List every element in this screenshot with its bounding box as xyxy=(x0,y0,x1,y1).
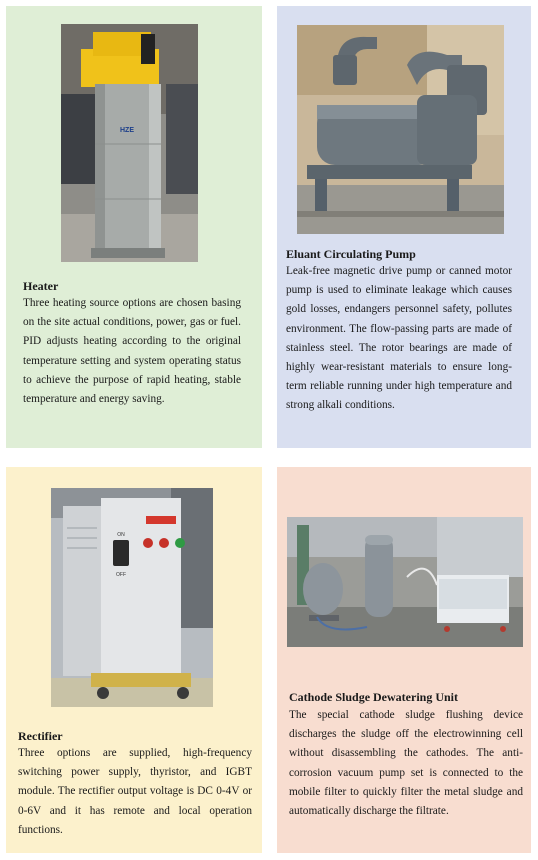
heater-description: Three heating source options are chosen basing on the site actual conditions, power, gas or fuel. PID adjusts heating according to the original temperature setting and system operating status to achieve the purpose of rapid heating, stable temperature and energy saving. xyxy=(23,297,241,406)
cathode-photo xyxy=(287,517,523,647)
cathode-title: Cathode Sludge Dewatering Unit xyxy=(289,690,459,704)
rectifier-photo xyxy=(51,488,213,707)
rectifier-description: Three options are supplied, high-frequency switching power supply, thyristor, and IGBT module. The rectifier output voltage is DC 0-4V or 0-6V and it has remote and local operation functions. xyxy=(18,747,252,836)
heater-photo xyxy=(61,24,198,262)
rectifier-switch-off-label: OFF xyxy=(116,572,126,578)
rectifier-title: Rectifier xyxy=(18,729,63,743)
rectifier-switch-on-label: ON xyxy=(117,532,125,538)
pump-card xyxy=(277,6,531,448)
cathode-description: The special cathode sludge flushing device discharges the sludge off the electrowinning cell without disassembling the cathodes. The anti-corrosion vacuum pump set is connected to the mobile filter to quickly filter the metal sludge and automatically discharge the filtrate. xyxy=(289,709,523,818)
heater-title: Heater xyxy=(23,279,59,293)
heater-card xyxy=(6,6,262,448)
pump-photo xyxy=(297,25,504,234)
rectifier-card xyxy=(6,467,262,853)
pump-title: Eluant Circulating Pump xyxy=(286,247,416,261)
pump-description: Leak-free magnetic drive pump or canned motor pump is used to eliminate leakage which causes gold losses, endangers personnel safety, pollutes environment. The flow-passing parts are made of stainless steel. The rotor bearings are made of highly wear-resistant materials to ensure long-term reliable running under high temperature and strong alkali conditions. xyxy=(286,265,512,412)
heater-brand-logo: HZE xyxy=(120,127,134,134)
cathode-card xyxy=(277,467,531,853)
